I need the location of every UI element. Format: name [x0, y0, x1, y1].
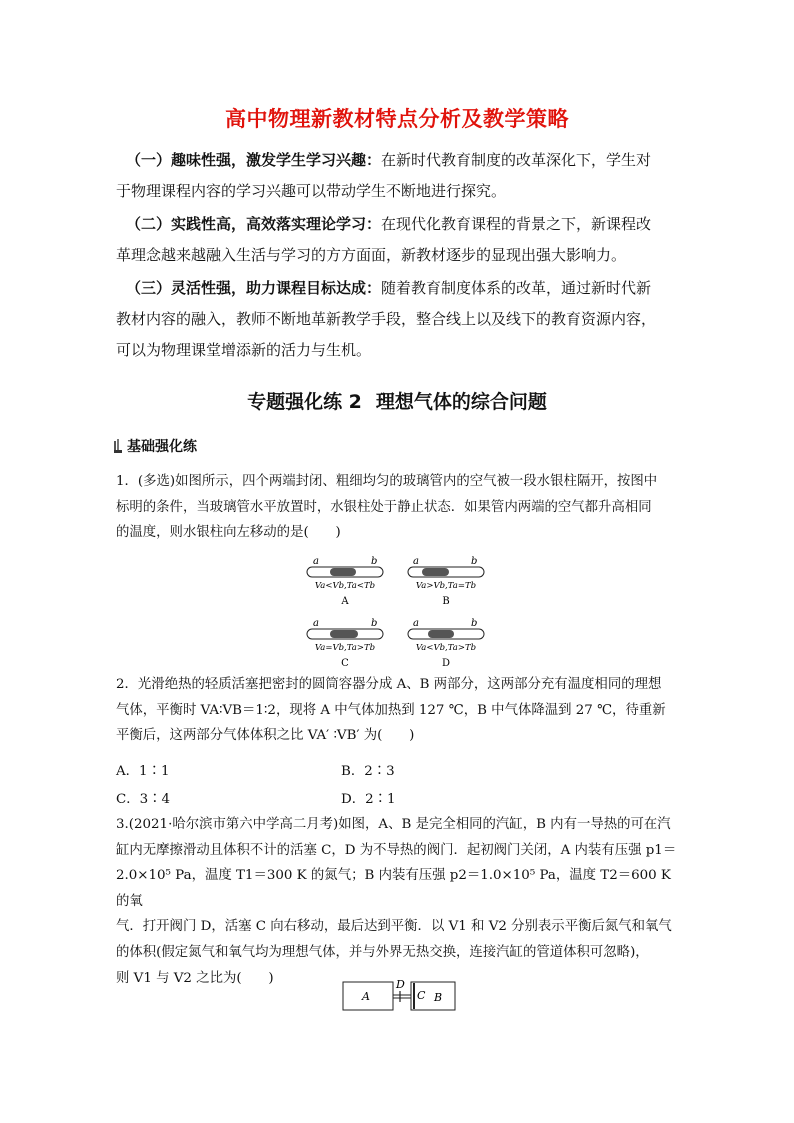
- question-2-line-3: 平衡后，这两部分气体体积之比 VA′ ∶VB′ 为( ): [116, 728, 415, 744]
- section-title: [0, 387, 794, 414]
- paragraph-1-line-2: 于物理课程内容的学习兴趣可以带动学生不断地进行探究。: [116, 182, 507, 200]
- paragraph-3-line-2: 教材内容的融入，教师不断地革新教学手段，整合线上以及线下的教育资源内容，: [116, 310, 657, 328]
- tube-d-condition: Va<Vb,Ta>Tb: [415, 643, 477, 653]
- question-2: [116, 672, 682, 749]
- tube-c-label-a: a: [313, 618, 319, 629]
- question-2-line-1: 2．光滑绝热的轻质活塞把密封的圆筒容器分成 A、B 两部分，这两部分充有温度相同的理想: [116, 677, 662, 692]
- tube-a-figure: [307, 556, 383, 607]
- question-1-line-1: 1．(多选)如图所示，四个两端封闭、粗细均匀的玻璃管内的空气被一段水银柱隔开，按图中: [116, 474, 658, 489]
- section-title-right: 理想气体的综合问题: [375, 391, 547, 413]
- paragraph-2-line-2: 革理念越来越融入生活与学习的方方面面，新教材逐步的显现出强大影响力。: [116, 246, 627, 264]
- tube-d-mercury: [428, 630, 454, 638]
- cylinder-b-label: B: [434, 991, 443, 1004]
- tube-d-option: D: [441, 658, 451, 669]
- piston-c-label: C: [417, 989, 426, 1002]
- tube-b-condition: Va>Vb,Ta=Tb: [415, 581, 477, 591]
- paragraph-2-line-1: 在现代化教育课程的背景之下，新课程改: [381, 215, 652, 233]
- tube-c-figure: [307, 618, 383, 669]
- tube-a-mercury: [330, 568, 356, 576]
- paragraph-2: [116, 209, 686, 271]
- question-1: [116, 469, 682, 546]
- tube-c-label-b: b: [371, 618, 378, 629]
- paragraph-2-heading: （二）实践性高，高效落实理论学习：: [126, 215, 382, 233]
- question-2-option-d[interactable]: D．2∶1: [341, 792, 396, 807]
- paragraph-3: [116, 273, 686, 366]
- tube-c-option: C: [341, 658, 349, 669]
- tube-d-label-a: a: [413, 618, 419, 629]
- tube-a-label-a: a: [313, 556, 319, 567]
- question-3-line-4: 气．打开阀门 D，活塞 C 向右移动，最后达到平衡．以 V1 和 V2 分别表示平衡后氮气和氧气: [116, 919, 672, 935]
- question-3-line-2: 缸内无摩擦滑动且体积不计的活塞 C，D 为不导热的阀门．起初阀门关闭，A 内装有压强 p1＝: [116, 842, 677, 858]
- tube-c-mercury: [330, 630, 358, 638]
- tube-c-condition: Va=Vb,Ta>Tb: [314, 643, 376, 653]
- section-label: [114, 436, 197, 456]
- tube-b-label-b: b: [471, 556, 478, 567]
- paragraph-3-line-3: 可以为物理课堂增添新的活力与生机。: [116, 341, 372, 359]
- question-3: [116, 812, 682, 991]
- tube-a-option: A: [341, 596, 349, 607]
- paragraph-1-heading: （一）趣味性强，激发学生学习兴趣：: [126, 151, 382, 169]
- section-label-text: 基础强化练: [127, 439, 197, 455]
- question-3-line-3: 2.0×10⁵ Pa，温度 T1＝300 K 的氮气；B 内装有压强 p2＝1.0×10⁵ Pa，温度 T2＝600 K 的氧: [116, 868, 671, 909]
- paragraph-1: [116, 145, 686, 207]
- tube-a-condition: Va<Vb,Ta<Tb: [314, 581, 376, 591]
- bar-marker-icon: [114, 439, 122, 453]
- paragraph-1-line-1: 在新时代教育制度的改革深化下，学生对: [381, 151, 652, 169]
- tube-d-figure: [408, 618, 484, 669]
- tube-b-mercury: [422, 568, 449, 576]
- cylinder-a-label: A: [362, 990, 370, 1003]
- question-3-line-6: 则 V1 与 V2 之比为( ): [116, 970, 274, 986]
- tube-d-label-b: b: [471, 618, 478, 629]
- question-2-option-c[interactable]: C．3∶4: [116, 792, 171, 807]
- question-2-option-a[interactable]: A．1∶1: [116, 764, 170, 779]
- question-1-line-2: 标明的条件，当玻璃管水平放置时，水银柱处于静止状态．如果管内两端的空气都升高相同: [116, 499, 652, 515]
- tube-b-figure: [408, 556, 484, 607]
- valve-d-label: D: [396, 978, 405, 991]
- tube-a-label-b: b: [371, 556, 378, 567]
- question-3-line-1: 3.(2021·哈尔滨市第六中学高二月考)如图，A、B 是完全相同的汽缸，B 内有一导热的可在汽: [116, 817, 671, 832]
- question-3-figure: [342, 975, 456, 1015]
- section-title-left: 专题强化练 2: [247, 391, 362, 413]
- question-2-line-2: 气体，平衡时 VA∶VB＝1∶2，现将 A 中气体加热到 127 ℃，B 中气体降温到 27 ℃，待重新: [116, 702, 666, 718]
- question-2-option-b[interactable]: B．2∶3: [341, 764, 395, 779]
- tube-b-label-a: a: [413, 556, 419, 567]
- question-3-line-5: 的体积(假定氮气和氧气均为理想气体，并与外界无热交换，连接汽缸的管道体积可忽略)，: [116, 944, 649, 960]
- question-1-line-3: 的温度，则水银柱向左移动的是( ): [116, 525, 341, 541]
- question-1-figure: [300, 552, 500, 670]
- paragraph-3-line-1: 随着教育制度体系的改革，通过新时代新: [381, 279, 652, 297]
- paragraph-3-heading: （三）灵活性强，助力课程目标达成：: [126, 279, 382, 297]
- tube-b-option: B: [442, 596, 450, 607]
- page-title: 高中物理新教材特点分析及教学策略: [225, 107, 569, 131]
